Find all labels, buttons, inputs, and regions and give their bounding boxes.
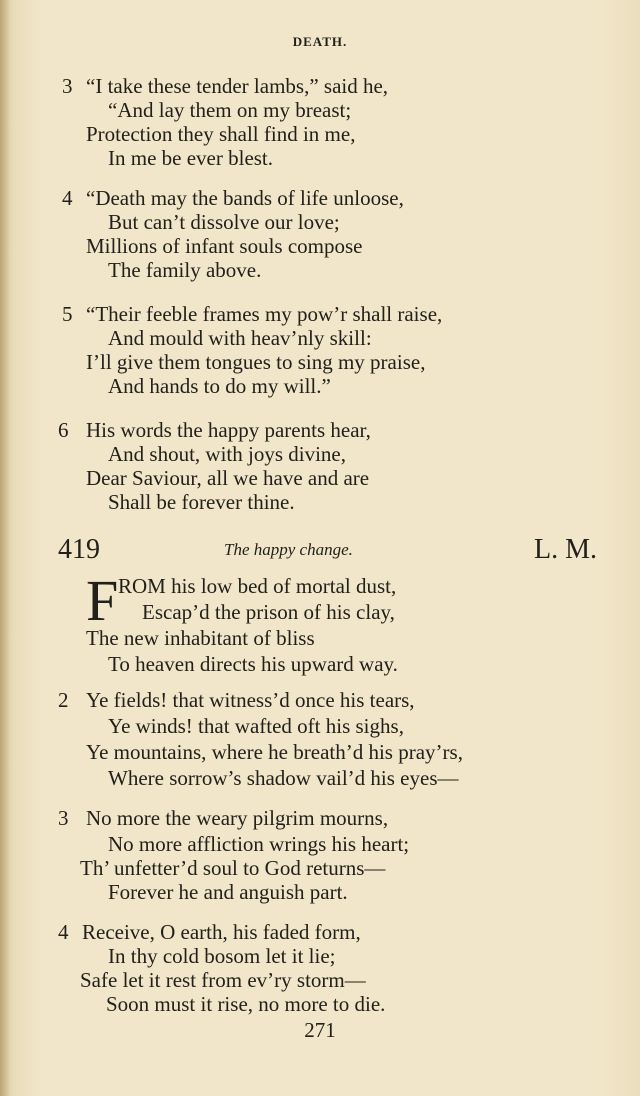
verse-line: Escap’d the prison of his clay,: [142, 600, 395, 624]
verse-line: His words the happy parents hear,: [86, 418, 371, 442]
verse-line: Where sorrow’s shadow vail’d his eyes—: [108, 766, 459, 790]
verse-line: “Their feeble frames my pow’r shall raise,: [86, 302, 443, 326]
page-gutter: [0, 0, 10, 1096]
verse-line: Th’ unfetter’d soul to God returns—: [80, 856, 386, 880]
verse-line: I’ll give them tongues to sing my praise,: [86, 350, 426, 374]
verse-number: 3: [62, 74, 73, 98]
verse-line: The family above.: [108, 258, 262, 282]
verse-number: 6: [58, 418, 69, 442]
verse-line: “And lay them on my breast;: [108, 98, 352, 122]
verse-line: No more affliction wrings his heart;: [108, 832, 410, 856]
verse-number: 2: [58, 688, 69, 712]
verse-line: ROM his low bed of mortal dust,: [118, 574, 397, 598]
verse-line: “Death may the bands of life unloose,: [86, 186, 404, 210]
drop-cap: F: [86, 568, 119, 633]
verse-line: No more the weary pilgrim mourns,: [86, 806, 389, 830]
verse-line: But can’t dissolve our love;: [108, 210, 340, 234]
hymn-meter: L. M.: [534, 534, 597, 565]
verse-line: In thy cold bosom let it lie;: [108, 944, 336, 968]
verse-line: To heaven directs his upward way.: [108, 652, 398, 676]
verse-number: 5: [62, 302, 73, 326]
verse-line: Receive, O earth, his faded form,: [82, 920, 361, 944]
verse-line: Protection they shall find in me,: [86, 122, 356, 146]
verse-line: The new inhabitant of bliss: [86, 626, 315, 650]
verse-line: Ye mountains, where he breath’d his pray’rs,: [86, 740, 463, 764]
running-header: DEATH.: [292, 34, 348, 49]
verse-line: Millions of infant souls compose: [86, 234, 363, 258]
verse-line: And shout, with joys divine,: [108, 442, 347, 466]
verse-line: Soon must it rise, no more to die.: [106, 992, 386, 1016]
verse-line: Safe let it rest from ev’ry storm—: [80, 968, 366, 992]
verse-line: “I take these tender lambs,” said he,: [86, 74, 389, 98]
verse-line: In me be ever blest.: [108, 146, 274, 170]
verse-line: Shall be forever thine.: [108, 490, 295, 514]
page-number: 271: [304, 1018, 336, 1042]
verse-line: Dear Saviour, all we have and are: [86, 466, 370, 490]
verse-number: 4: [58, 920, 69, 944]
verse-number: 3: [58, 806, 69, 830]
verse-line: And mould with heav’nly skill:: [108, 326, 372, 350]
hymn-number: 419: [58, 534, 100, 565]
hymn-title: The happy change.: [224, 540, 353, 559]
verse-number: 4: [62, 186, 73, 210]
verse-line: And hands to do my will.”: [108, 374, 331, 398]
verse-line: Ye fields! that witness’d once his tears,: [86, 688, 415, 712]
verse-line: Forever he and anguish part.: [108, 880, 348, 904]
verse-line: Ye winds! that wafted oft his sighs,: [108, 714, 404, 738]
